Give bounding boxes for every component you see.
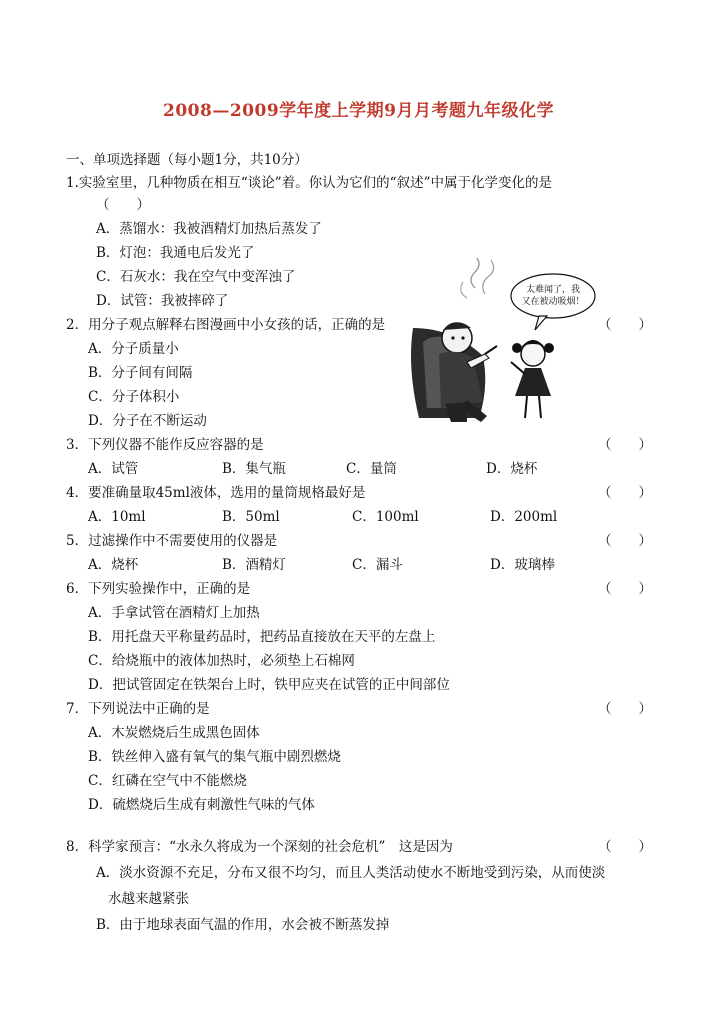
question-7-option-c: C．红磷在空气中不能燃烧 <box>88 773 247 789</box>
question-3-option-d: D．烧杯 <box>486 461 538 477</box>
question-2-stem: 2．用分子观点解释右图漫画中小女孩的话，正确的是 <box>66 317 386 333</box>
speech-bubble-line-1: 太难闻了，我 <box>525 285 581 295</box>
question-1-option-c: C．石灰水：我在空气中变浑浊了 <box>96 269 296 285</box>
question-6-option-b: B．用托盘天平称量药品时，把药品直接放在天平的左盘上 <box>88 629 436 645</box>
question-5-stem: 5．过滤操作中不需要使用的仪器是 <box>66 533 278 549</box>
question-2-answer-paren: （ ） <box>598 317 652 333</box>
smoking-cartoon-illustration <box>405 258 615 430</box>
question-5-option-b: B．酒精灯 <box>222 557 286 573</box>
question-4-option-b: B．50ml <box>222 509 280 525</box>
question-6-option-c: C．给烧瓶中的液体加热时，必须垫上石棉网 <box>88 653 355 669</box>
question-4-option-d: D．200ml <box>490 509 558 525</box>
question-7-answer-paren: （ ） <box>598 701 652 717</box>
question-7-stem: 7．下列说法中正确的是 <box>66 701 210 717</box>
question-7-option-a: A．木炭燃烧后生成黑色固体 <box>88 725 260 741</box>
question-3-option-b: B．集气瓶 <box>222 461 286 477</box>
question-4-option-c: C．100ml <box>352 509 419 525</box>
question-5-answer-paren: （ ） <box>598 533 652 549</box>
page-title: 2008—2009学年度上学期9月月考题九年级化学 <box>163 101 554 121</box>
question-6-answer-paren: （ ） <box>598 581 652 597</box>
question-3-option-c: C．量筒 <box>346 461 397 477</box>
question-3-answer-paren: （ ） <box>598 437 652 453</box>
question-8-option-a-continued: 水越来越紧张 <box>108 891 189 907</box>
question-1-stem: 1.实验室里，几种物质在相互“谈论”着。你认为它们的“叙述”中属于化学变化的是 <box>66 175 552 191</box>
question-5-option-a: A．烧杯 <box>88 557 139 573</box>
question-6-option-a: A．手拿试管在酒精灯上加热 <box>88 605 260 621</box>
section-heading: 一、单项选择题（每小题1分，共10分） <box>66 152 308 168</box>
question-2-option-c: C．分子体积小 <box>88 389 180 405</box>
question-3-option-a: A．试管 <box>88 461 139 477</box>
question-1-answer-paren: （ ） <box>96 197 150 213</box>
question-2-option-a: A．分子质量小 <box>88 341 179 357</box>
question-4-answer-paren: （ ） <box>598 485 652 501</box>
question-7-option-d: D．硫燃烧后生成有刺激性气味的气体 <box>88 797 315 813</box>
question-8-answer-paren: （ ） <box>598 839 652 855</box>
question-2-option-d: D．分子在不断运动 <box>88 413 207 429</box>
question-4-stem: 4．要准确量取45ml液体，选用的量筒规格最好是 <box>66 485 366 501</box>
question-1-option-d: D．试管：我被摔碎了 <box>96 293 229 309</box>
question-3-stem: 3．下列仪器不能作反应容器的是 <box>66 437 264 453</box>
question-4-option-a: A．10ml <box>88 509 146 525</box>
question-1-option-b: B．灯泡：我通电后发光了 <box>96 245 255 261</box>
question-2-option-b: B．分子间有间隔 <box>88 365 193 381</box>
question-1-option-a: A．蒸馏水：我被酒精灯加热后蒸发了 <box>96 221 322 237</box>
question-8-option-a: A．淡水资源不充足，分布又很不均匀，而且人类活动使水不断地受到污染，从而使淡 <box>96 865 606 881</box>
question-8-option-b: B．由于地球表面气温的作用，水会被不断蒸发掉 <box>96 917 390 933</box>
question-5-option-d: D．玻璃棒 <box>490 557 555 573</box>
question-7-option-b: B．铁丝伸入盛有氧气的集气瓶中剧烈燃烧 <box>88 749 341 765</box>
question-5-option-c: C．漏斗 <box>352 557 403 573</box>
question-8-stem: 8．科学家预言：“水永久将成为一个深刻的社会危机” 这是因为 <box>66 839 453 855</box>
question-6-stem: 6．下列实验操作中，正确的是 <box>66 581 251 597</box>
question-6-option-d: D．把试管固定在铁架台上时，铁甲应夹在试管的正中间部位 <box>88 677 450 693</box>
speech-bubble-line-2: 又在被动吸烟！ <box>521 297 585 307</box>
